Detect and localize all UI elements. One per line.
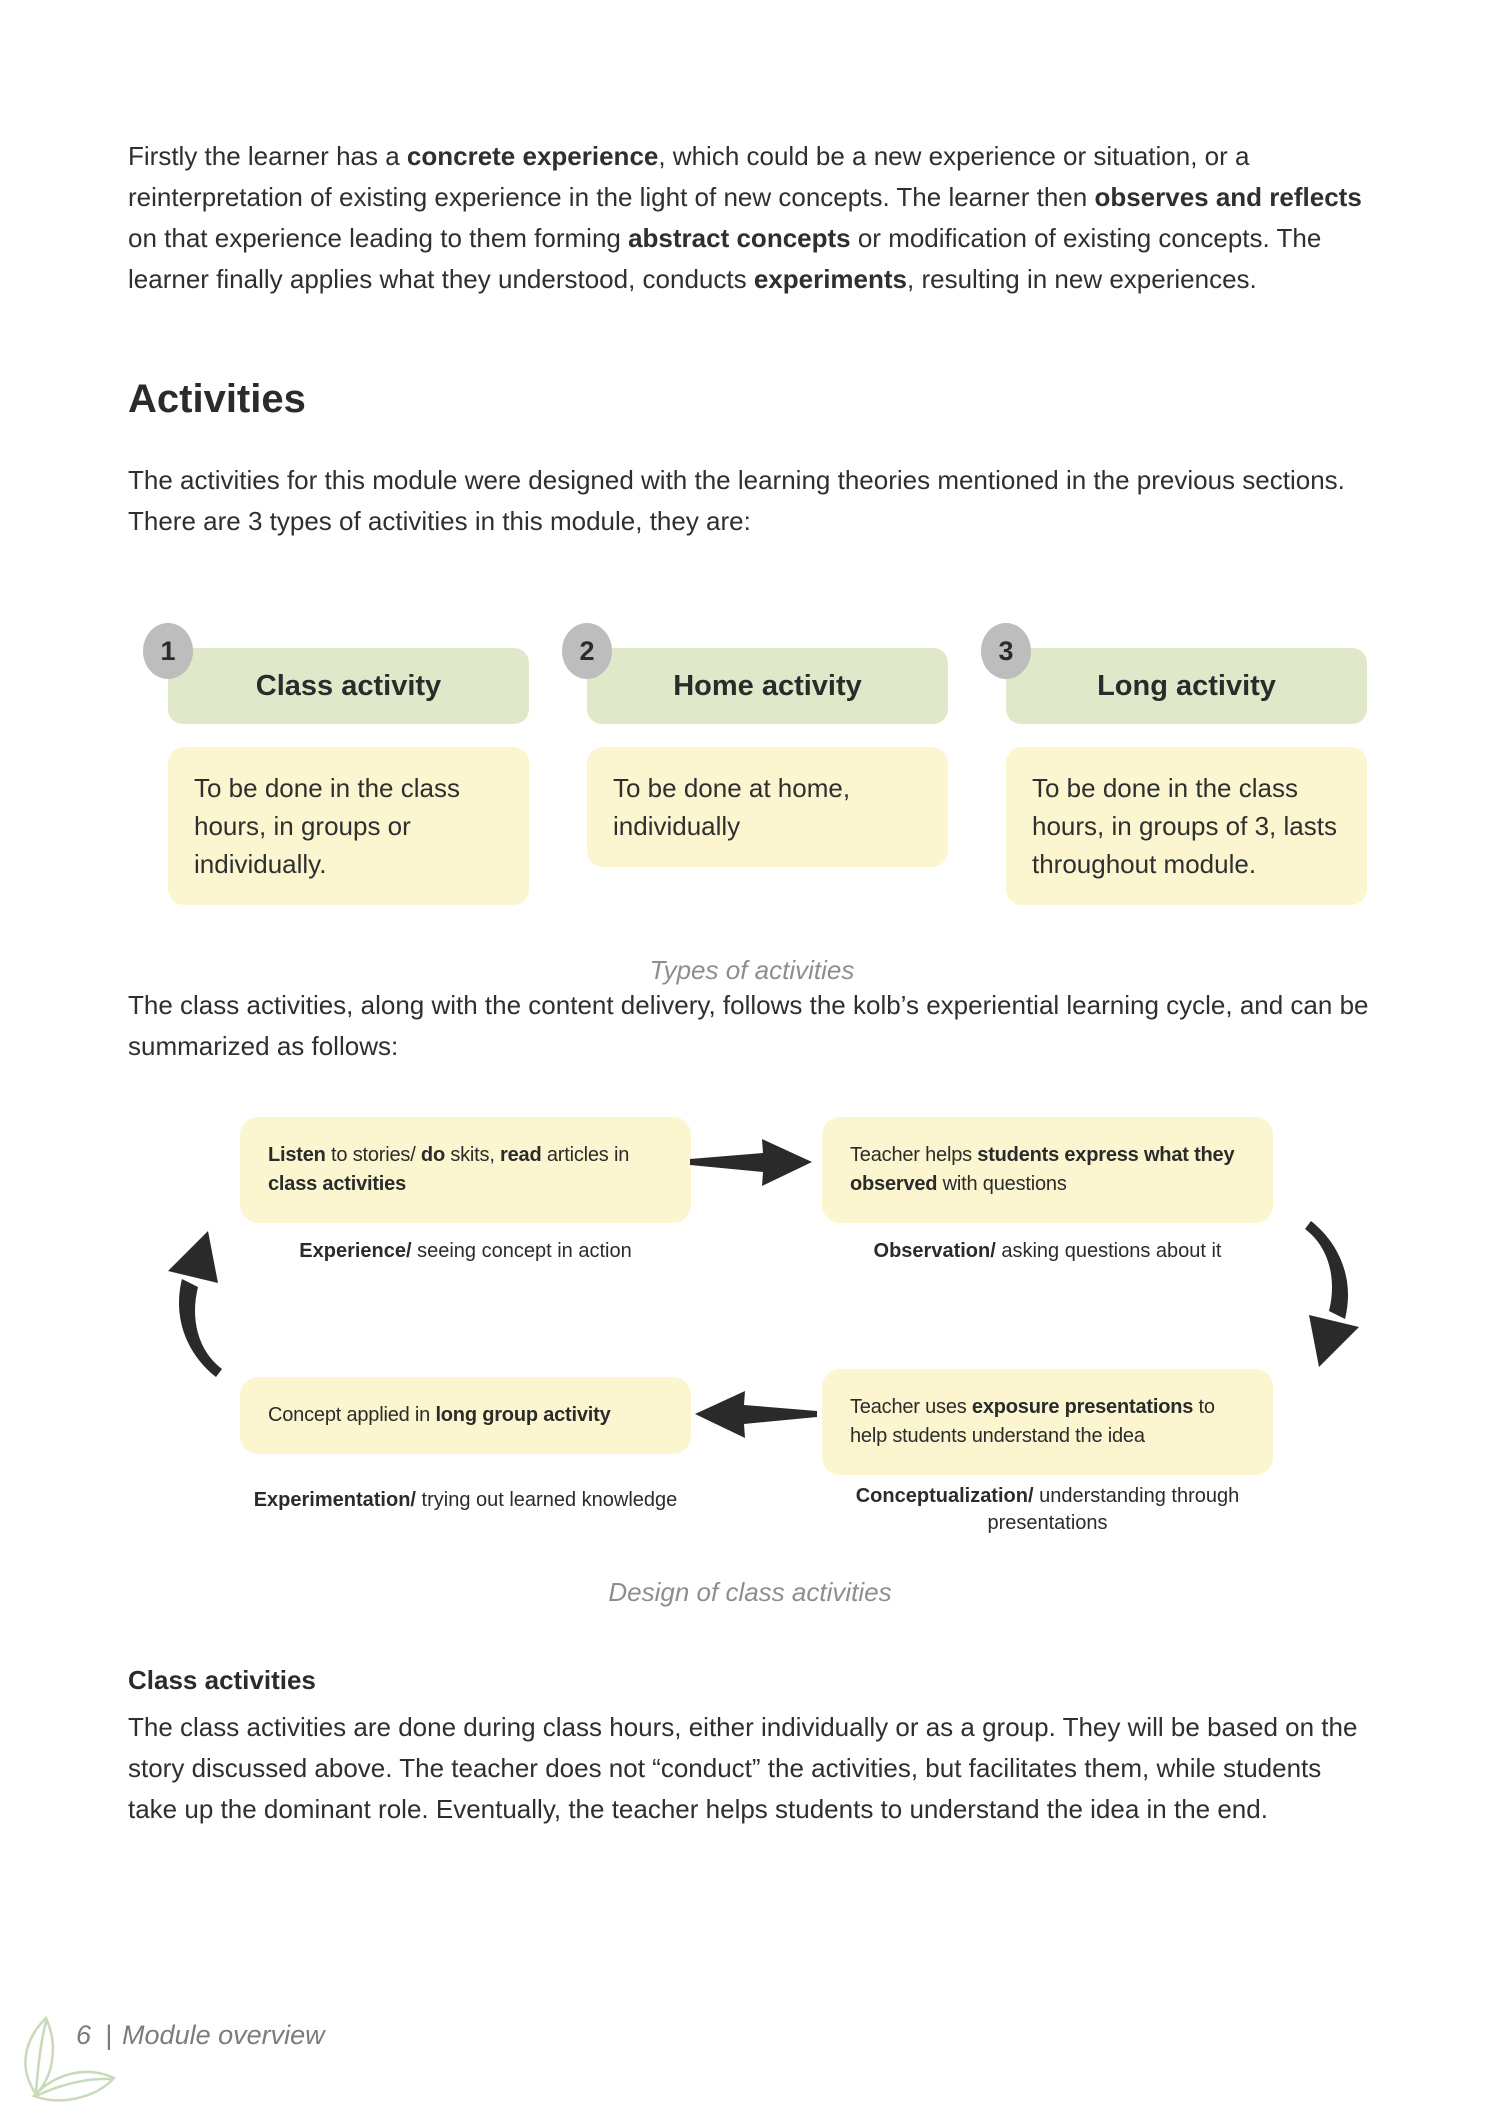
card-number-badge: 2 bbox=[562, 623, 612, 679]
activity-card-long bbox=[998, 635, 1367, 905]
activity-cards-row bbox=[160, 635, 1376, 905]
activity-card-home bbox=[579, 635, 948, 905]
card-description: To be done in the class hours, in groups or individually. bbox=[168, 747, 529, 905]
curved-arrow-up-icon bbox=[152, 1229, 242, 1379]
experimentation-caption: Experimentation/ trying out learned knowledge bbox=[253, 1489, 678, 1511]
class-activities-heading: Class activities bbox=[128, 1665, 316, 1695]
arrow-left-icon bbox=[692, 1387, 817, 1442]
class-activities-paragraph: The class activities are done during class hours, either individually or as a group. They will be based on the story discussed above. The teacher does not “conduct” the activities, but facilitates them, while students take up the dominant role. Eventually, the teacher helps students to understand the idea in the end. bbox=[128, 1712, 1358, 1824]
experimentation-box-text: Concept applied in long group activity bbox=[268, 1404, 611, 1426]
intro-paragraph: Firstly the learner has a concrete experience, which could be a new experience or situation, or a reinterpretation of existing experience in the light of new concepts. The learner then observes and reflects on that experience leading to them forming abstract concepts or modification of existing concepts. The learner finally applies what they understood, conducts experiments, resulting in new experiences. bbox=[128, 141, 1362, 294]
card-description: To be done at home, individually bbox=[587, 747, 948, 867]
card-title: Class activity bbox=[168, 648, 529, 724]
card-title: Long activity bbox=[1006, 648, 1367, 724]
experience-box-text: Listen to stories/ do skits, read articles in class activities bbox=[268, 1144, 630, 1195]
curved-arrow-down-icon bbox=[1285, 1219, 1375, 1369]
activity-card-class bbox=[160, 635, 529, 905]
cards-caption: Types of activities bbox=[649, 955, 855, 985]
leaf-logo-icon bbox=[8, 2014, 123, 2109]
learning-cycle-diagram bbox=[0, 1117, 1500, 1647]
footer-page-number: 6 bbox=[76, 2020, 92, 2050]
conceptualization-box-text: Teacher uses exposure presentations to help students understand the idea bbox=[850, 1396, 1215, 1447]
footer-separator: | bbox=[105, 2020, 113, 2050]
experience-caption: Experience/ seeing concept in action bbox=[299, 1240, 632, 1262]
observation-box bbox=[822, 1117, 1273, 1223]
experience-box bbox=[240, 1117, 691, 1223]
conceptualization-box bbox=[822, 1369, 1273, 1475]
card-number-badge: 3 bbox=[981, 623, 1031, 679]
card-description: To be done in the class hours, in groups of 3, lasts throughout module. bbox=[1006, 747, 1367, 905]
conceptualization-caption: Conceptualization/ understanding through presentations bbox=[855, 1485, 1240, 1534]
cycle-intro-paragraph: The class activities, along with the content delivery, follows the kolb’s experiential learning cycle, and can be summarized as follows: bbox=[128, 990, 1369, 1061]
activities-heading: Activities bbox=[128, 377, 306, 421]
card-title: Home activity bbox=[587, 648, 948, 724]
card-number-badge: 1 bbox=[143, 623, 193, 679]
observation-box-text: Teacher helps students express what they observed with questions bbox=[850, 1144, 1235, 1195]
diagram-caption: Design of class activities bbox=[608, 1577, 892, 1607]
observation-caption: Observation/ asking questions about it bbox=[873, 1240, 1222, 1262]
experimentation-box bbox=[240, 1377, 691, 1454]
activities-intro-paragraph: The activities for this module were designed with the learning theories mentioned in the previous sections. There are 3 types of activities in this module, they are: bbox=[128, 465, 1345, 536]
arrow-right-icon bbox=[690, 1135, 815, 1190]
footer-label: Module overview bbox=[122, 2020, 325, 2050]
